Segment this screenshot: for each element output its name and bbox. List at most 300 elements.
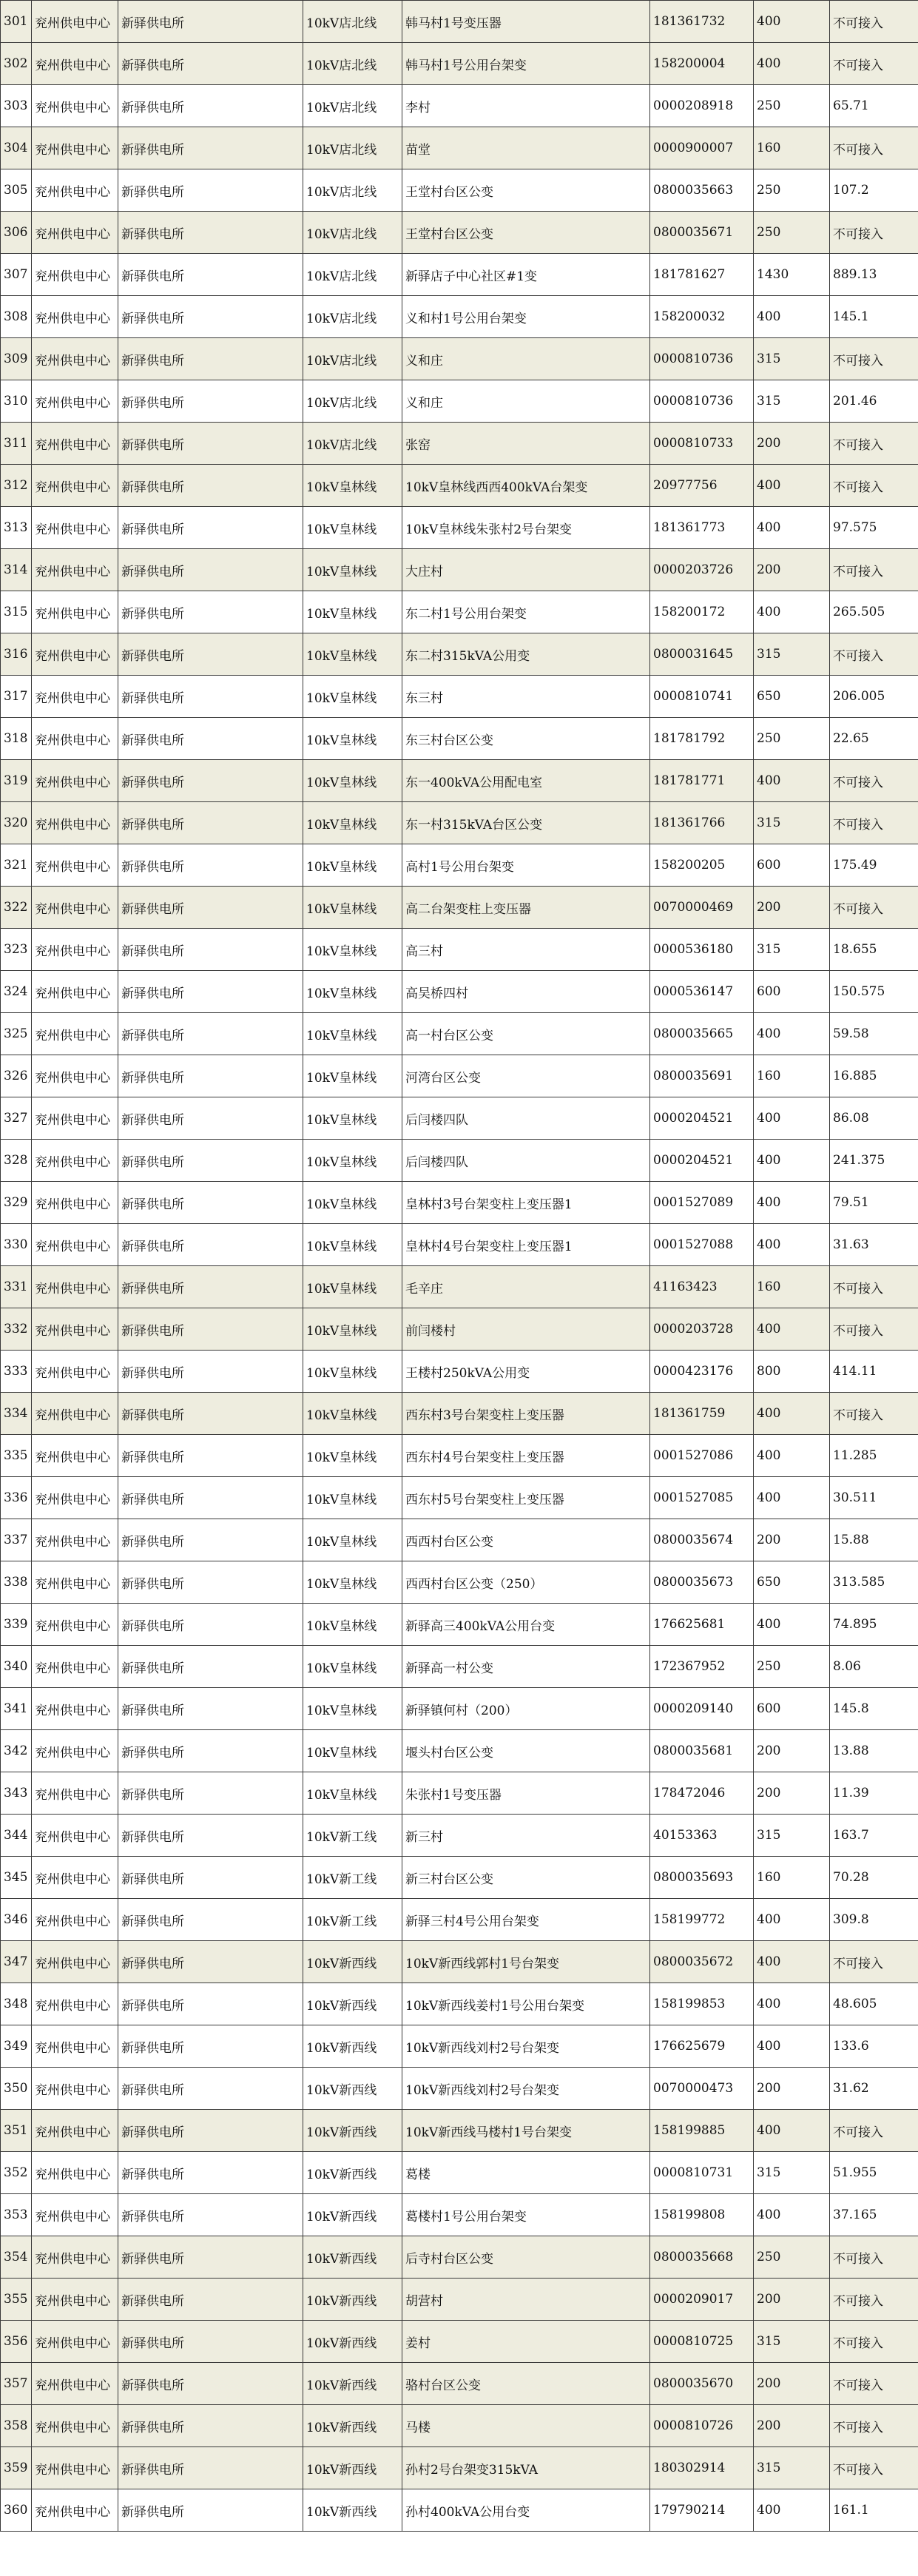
feeder-line-cell: 10kV新西线 bbox=[303, 2068, 402, 2110]
capacity-cell: 200 bbox=[754, 1772, 830, 1815]
feeder-line-cell: 10kV店北线 bbox=[303, 127, 402, 169]
transformer-name-cell: 河湾台区公变 bbox=[402, 1055, 650, 1097]
transformer-name-cell: 高一村台区公变 bbox=[402, 1013, 650, 1055]
row-number-cell: 309 bbox=[1, 338, 32, 380]
capacity-cell: 400 bbox=[754, 1308, 830, 1351]
supply-station-cell: 新驿供电所 bbox=[118, 1435, 303, 1477]
supply-center-cell: 兖州供电中心 bbox=[32, 760, 118, 802]
transformer-name-cell: 西西村台区公变（250） bbox=[402, 1561, 650, 1604]
row-number-cell: 358 bbox=[1, 2405, 32, 2447]
table-row bbox=[1, 1519, 918, 1561]
table-row bbox=[1, 465, 918, 507]
transformer-name-cell: 高吴桥四村 bbox=[402, 971, 650, 1013]
equipment-code-cell: 0800031645 bbox=[650, 633, 754, 676]
equipment-code-cell: 0800035673 bbox=[650, 1561, 754, 1604]
supply-center-cell: 兖州供电中心 bbox=[32, 423, 118, 465]
supply-center-cell: 兖州供电中心 bbox=[32, 1477, 118, 1519]
transformer-name-cell: 高二台架变柱上变压器 bbox=[402, 887, 650, 929]
capacity-cell: 315 bbox=[754, 929, 830, 971]
feeder-line-cell: 10kV皇林线 bbox=[303, 465, 402, 507]
table-body bbox=[1, 1, 918, 2532]
feeder-line-cell: 10kV皇林线 bbox=[303, 1140, 402, 1182]
table-row bbox=[1, 212, 918, 254]
row-number-cell: 330 bbox=[1, 1224, 32, 1266]
equipment-code-cell: 181361773 bbox=[650, 507, 754, 549]
table-row bbox=[1, 971, 918, 1013]
available-capacity-cell: 161.1 bbox=[830, 2489, 918, 2532]
feeder-line-cell: 10kV新西线 bbox=[303, 2489, 402, 2532]
table-row bbox=[1, 1899, 918, 1941]
row-number-cell: 332 bbox=[1, 1308, 32, 1351]
feeder-line-cell: 10kV店北线 bbox=[303, 43, 402, 85]
capacity-cell: 250 bbox=[754, 212, 830, 254]
supply-center-cell: 兖州供电中心 bbox=[32, 2194, 118, 2236]
row-number-cell: 351 bbox=[1, 2110, 32, 2152]
supply-center-cell: 兖州供电中心 bbox=[32, 2279, 118, 2321]
equipment-code-cell: 40153363 bbox=[650, 1815, 754, 1857]
feeder-line-cell: 10kV店北线 bbox=[303, 380, 402, 423]
equipment-code-cell: 0800035665 bbox=[650, 1013, 754, 1055]
feeder-line-cell: 10kV新西线 bbox=[303, 2110, 402, 2152]
available-capacity-cell: 不可接入 bbox=[830, 2363, 918, 2405]
row-number-cell: 325 bbox=[1, 1013, 32, 1055]
equipment-code-cell: 172367952 bbox=[650, 1646, 754, 1688]
capacity-cell: 400 bbox=[754, 1013, 830, 1055]
equipment-code-cell: 181781771 bbox=[650, 760, 754, 802]
available-capacity-cell: 不可接入 bbox=[830, 1393, 918, 1435]
supply-center-cell: 兖州供电中心 bbox=[32, 2363, 118, 2405]
available-capacity-cell: 不可接入 bbox=[830, 1, 918, 43]
transformer-name-cell: 韩马村1号变压器 bbox=[402, 1, 650, 43]
available-capacity-cell: 70.28 bbox=[830, 1857, 918, 1899]
transformer-name-cell: 孙村2号台架变315kVA bbox=[402, 2447, 650, 2489]
transformer-name-cell: 义和庄 bbox=[402, 338, 650, 380]
feeder-line-cell: 10kV店北线 bbox=[303, 212, 402, 254]
table-row bbox=[1, 844, 918, 887]
supply-station-cell: 新驿供电所 bbox=[118, 929, 303, 971]
equipment-code-cell: 181781792 bbox=[650, 718, 754, 760]
supply-station-cell: 新驿供电所 bbox=[118, 465, 303, 507]
transformer-name-cell: 韩马村1号公用台架变 bbox=[402, 43, 650, 85]
equipment-code-cell: 158199808 bbox=[650, 2194, 754, 2236]
capacity-cell: 200 bbox=[754, 1730, 830, 1772]
supply-center-cell: 兖州供电中心 bbox=[32, 1688, 118, 1730]
feeder-line-cell: 10kV新工线 bbox=[303, 1815, 402, 1857]
feeder-line-cell: 10kV皇林线 bbox=[303, 1519, 402, 1561]
equipment-code-cell: 181361759 bbox=[650, 1393, 754, 1435]
supply-center-cell: 兖州供电中心 bbox=[32, 633, 118, 676]
row-number-cell: 327 bbox=[1, 1097, 32, 1140]
available-capacity-cell: 不可接入 bbox=[830, 465, 918, 507]
available-capacity-cell: 30.511 bbox=[830, 1477, 918, 1519]
supply-center-cell: 兖州供电中心 bbox=[32, 1899, 118, 1941]
supply-center-cell: 兖州供电中心 bbox=[32, 971, 118, 1013]
capacity-cell: 400 bbox=[754, 1899, 830, 1941]
supply-station-cell: 新驿供电所 bbox=[118, 2447, 303, 2489]
available-capacity-cell: 不可接入 bbox=[830, 1308, 918, 1351]
equipment-code-cell: 176625679 bbox=[650, 2025, 754, 2068]
equipment-code-cell: 0000536147 bbox=[650, 971, 754, 1013]
equipment-code-cell: 0000810726 bbox=[650, 2405, 754, 2447]
equipment-code-cell: 0000209140 bbox=[650, 1688, 754, 1730]
feeder-line-cell: 10kV皇林线 bbox=[303, 507, 402, 549]
supply-center-cell: 兖州供电中心 bbox=[32, 127, 118, 169]
equipment-code-cell: 180302914 bbox=[650, 2447, 754, 2489]
row-number-cell: 302 bbox=[1, 43, 32, 85]
feeder-line-cell: 10kV新西线 bbox=[303, 2447, 402, 2489]
feeder-line-cell: 10kV新西线 bbox=[303, 1983, 402, 2025]
capacity-cell: 400 bbox=[754, 1435, 830, 1477]
supply-station-cell: 新驿供电所 bbox=[118, 2405, 303, 2447]
capacity-cell: 250 bbox=[754, 2236, 830, 2279]
table-row bbox=[1, 1140, 918, 1182]
equipment-code-cell: 0000203728 bbox=[650, 1308, 754, 1351]
available-capacity-cell: 48.605 bbox=[830, 1983, 918, 2025]
equipment-code-cell: 20977756 bbox=[650, 465, 754, 507]
table-row bbox=[1, 1224, 918, 1266]
equipment-code-cell: 0070000473 bbox=[650, 2068, 754, 2110]
table-row bbox=[1, 2279, 918, 2321]
capacity-cell: 600 bbox=[754, 844, 830, 887]
supply-station-cell: 新驿供电所 bbox=[118, 2068, 303, 2110]
supply-station-cell: 新驿供电所 bbox=[118, 169, 303, 212]
row-number-cell: 344 bbox=[1, 1815, 32, 1857]
table-row bbox=[1, 1857, 918, 1899]
row-number-cell: 318 bbox=[1, 718, 32, 760]
transformer-name-cell: 东二村1号公用台架变 bbox=[402, 591, 650, 633]
feeder-line-cell: 10kV新西线 bbox=[303, 2236, 402, 2279]
supply-center-cell: 兖州供电中心 bbox=[32, 1435, 118, 1477]
table-row bbox=[1, 2236, 918, 2279]
table-row bbox=[1, 127, 918, 169]
supply-station-cell: 新驿供电所 bbox=[118, 1308, 303, 1351]
feeder-line-cell: 10kV皇林线 bbox=[303, 1604, 402, 1646]
available-capacity-cell: 74.895 bbox=[830, 1604, 918, 1646]
supply-center-cell: 兖州供电中心 bbox=[32, 887, 118, 929]
feeder-line-cell: 10kV皇林线 bbox=[303, 1435, 402, 1477]
supply-station-cell: 新驿供电所 bbox=[118, 1730, 303, 1772]
supply-station-cell: 新驿供电所 bbox=[118, 1983, 303, 2025]
table-row bbox=[1, 718, 918, 760]
supply-station-cell: 新驿供电所 bbox=[118, 802, 303, 844]
available-capacity-cell: 22.65 bbox=[830, 718, 918, 760]
capacity-cell: 400 bbox=[754, 2025, 830, 2068]
table-row bbox=[1, 1182, 918, 1224]
equipment-code-cell: 0800035668 bbox=[650, 2236, 754, 2279]
transformer-name-cell: 后寺村台区公变 bbox=[402, 2236, 650, 2279]
supply-center-cell: 兖州供电中心 bbox=[32, 169, 118, 212]
supply-station-cell: 新驿供电所 bbox=[118, 1941, 303, 1983]
supply-center-cell: 兖州供电中心 bbox=[32, 549, 118, 591]
supply-center-cell: 兖州供电中心 bbox=[32, 718, 118, 760]
transformer-name-cell: 西东村3号台架变柱上变压器 bbox=[402, 1393, 650, 1435]
supply-station-cell: 新驿供电所 bbox=[118, 254, 303, 296]
capacity-cell: 1430 bbox=[754, 254, 830, 296]
transformer-name-cell: 王堂村台区公变 bbox=[402, 169, 650, 212]
available-capacity-cell: 65.71 bbox=[830, 85, 918, 127]
available-capacity-cell: 145.8 bbox=[830, 1688, 918, 1730]
supply-station-cell: 新驿供电所 bbox=[118, 127, 303, 169]
equipment-code-cell: 0000204521 bbox=[650, 1097, 754, 1140]
equipment-code-cell: 178472046 bbox=[650, 1772, 754, 1815]
equipment-code-cell: 158199885 bbox=[650, 2110, 754, 2152]
available-capacity-cell: 206.005 bbox=[830, 676, 918, 718]
equipment-code-cell: 181781627 bbox=[650, 254, 754, 296]
available-capacity-cell: 不可接入 bbox=[830, 2279, 918, 2321]
available-capacity-cell: 不可接入 bbox=[830, 549, 918, 591]
row-number-cell: 316 bbox=[1, 633, 32, 676]
table-row bbox=[1, 423, 918, 465]
transformer-name-cell: 孙村400kVA公用台变 bbox=[402, 2489, 650, 2532]
available-capacity-cell: 86.08 bbox=[830, 1097, 918, 1140]
supply-center-cell: 兖州供电中心 bbox=[32, 1224, 118, 1266]
supply-center-cell: 兖州供电中心 bbox=[32, 1266, 118, 1308]
table-row bbox=[1, 1941, 918, 1983]
equipment-code-cell: 0800035670 bbox=[650, 2363, 754, 2405]
transformer-name-cell: 葛楼 bbox=[402, 2152, 650, 2194]
supply-station-cell: 新驿供电所 bbox=[118, 212, 303, 254]
available-capacity-cell: 175.49 bbox=[830, 844, 918, 887]
supply-station-cell: 新驿供电所 bbox=[118, 1055, 303, 1097]
supply-station-cell: 新驿供电所 bbox=[118, 1688, 303, 1730]
supply-station-cell: 新驿供电所 bbox=[118, 2025, 303, 2068]
equipment-code-cell: 176625681 bbox=[650, 1604, 754, 1646]
feeder-line-cell: 10kV皇林线 bbox=[303, 1561, 402, 1604]
supply-station-cell: 新驿供电所 bbox=[118, 2194, 303, 2236]
transformer-name-cell: 骆村台区公变 bbox=[402, 2363, 650, 2405]
supply-station-cell: 新驿供电所 bbox=[118, 2321, 303, 2363]
available-capacity-cell: 15.88 bbox=[830, 1519, 918, 1561]
capacity-cell: 200 bbox=[754, 423, 830, 465]
available-capacity-cell: 不可接入 bbox=[830, 127, 918, 169]
table-row bbox=[1, 2068, 918, 2110]
transformer-name-cell: 朱张村1号变压器 bbox=[402, 1772, 650, 1815]
equipment-code-cell: 0000203726 bbox=[650, 549, 754, 591]
available-capacity-cell: 不可接入 bbox=[830, 2110, 918, 2152]
capacity-cell: 800 bbox=[754, 1351, 830, 1393]
equipment-code-cell: 0001527088 bbox=[650, 1224, 754, 1266]
row-number-cell: 346 bbox=[1, 1899, 32, 1941]
feeder-line-cell: 10kV皇林线 bbox=[303, 802, 402, 844]
feeder-line-cell: 10kV新工线 bbox=[303, 1857, 402, 1899]
supply-station-cell: 新驿供电所 bbox=[118, 1857, 303, 1899]
transformer-name-cell: 高村1号公用台架变 bbox=[402, 844, 650, 887]
table-row bbox=[1, 1351, 918, 1393]
capacity-cell: 400 bbox=[754, 2194, 830, 2236]
supply-station-cell: 新驿供电所 bbox=[118, 2110, 303, 2152]
feeder-line-cell: 10kV皇林线 bbox=[303, 1266, 402, 1308]
table-row bbox=[1, 507, 918, 549]
row-number-cell: 360 bbox=[1, 2489, 32, 2532]
table-row bbox=[1, 1604, 918, 1646]
equipment-code-cell: 0000900007 bbox=[650, 127, 754, 169]
supply-center-cell: 兖州供电中心 bbox=[32, 85, 118, 127]
transformer-name-cell: 新驿高三400kVA公用台变 bbox=[402, 1604, 650, 1646]
table-row bbox=[1, 2110, 918, 2152]
row-number-cell: 350 bbox=[1, 2068, 32, 2110]
equipment-code-cell: 0000810736 bbox=[650, 380, 754, 423]
feeder-line-cell: 10kV皇林线 bbox=[303, 1393, 402, 1435]
transformer-name-cell: 堰头村台区公变 bbox=[402, 1730, 650, 1772]
equipment-code-cell: 0070000469 bbox=[650, 887, 754, 929]
row-number-cell: 315 bbox=[1, 591, 32, 633]
capacity-cell: 400 bbox=[754, 1604, 830, 1646]
table-row bbox=[1, 1055, 918, 1097]
equipment-code-cell: 158199853 bbox=[650, 1983, 754, 2025]
transformer-name-cell: 东三村 bbox=[402, 676, 650, 718]
feeder-line-cell: 10kV皇林线 bbox=[303, 1182, 402, 1224]
feeder-line-cell: 10kV皇林线 bbox=[303, 676, 402, 718]
available-capacity-cell: 11.39 bbox=[830, 1772, 918, 1815]
supply-center-cell: 兖州供电中心 bbox=[32, 2405, 118, 2447]
feeder-line-cell: 10kV皇林线 bbox=[303, 929, 402, 971]
row-number-cell: 304 bbox=[1, 127, 32, 169]
capacity-cell: 200 bbox=[754, 1519, 830, 1561]
feeder-line-cell: 10kV皇林线 bbox=[303, 971, 402, 1013]
row-number-cell: 303 bbox=[1, 85, 32, 127]
row-number-cell: 326 bbox=[1, 1055, 32, 1097]
supply-center-cell: 兖州供电中心 bbox=[32, 2068, 118, 2110]
feeder-line-cell: 10kV皇林线 bbox=[303, 760, 402, 802]
supply-station-cell: 新驿供电所 bbox=[118, 43, 303, 85]
capacity-cell: 400 bbox=[754, 1941, 830, 1983]
supply-station-cell: 新驿供电所 bbox=[118, 1561, 303, 1604]
row-number-cell: 347 bbox=[1, 1941, 32, 1983]
capacity-cell: 250 bbox=[754, 718, 830, 760]
supply-center-cell: 兖州供电中心 bbox=[32, 2152, 118, 2194]
equipment-code-cell: 0000208918 bbox=[650, 85, 754, 127]
equipment-code-cell: 158200004 bbox=[650, 43, 754, 85]
available-capacity-cell: 31.63 bbox=[830, 1224, 918, 1266]
available-capacity-cell: 145.1 bbox=[830, 296, 918, 338]
transformer-name-cell: 李村 bbox=[402, 85, 650, 127]
supply-station-cell: 新驿供电所 bbox=[118, 296, 303, 338]
feeder-line-cell: 10kV店北线 bbox=[303, 169, 402, 212]
equipment-code-cell: 41163423 bbox=[650, 1266, 754, 1308]
feeder-line-cell: 10kV店北线 bbox=[303, 1, 402, 43]
supply-center-cell: 兖州供电中心 bbox=[32, 1772, 118, 1815]
supply-center-cell: 兖州供电中心 bbox=[32, 1, 118, 43]
available-capacity-cell: 不可接入 bbox=[830, 2405, 918, 2447]
capacity-cell: 600 bbox=[754, 971, 830, 1013]
feeder-line-cell: 10kV新西线 bbox=[303, 1941, 402, 1983]
table-row bbox=[1, 1561, 918, 1604]
supply-station-cell: 新驿供电所 bbox=[118, 2279, 303, 2321]
row-number-cell: 355 bbox=[1, 2279, 32, 2321]
transformer-name-cell: 葛楼村1号公用台架变 bbox=[402, 2194, 650, 2236]
equipment-code-cell: 0001527089 bbox=[650, 1182, 754, 1224]
capacity-cell: 200 bbox=[754, 2279, 830, 2321]
capacity-cell: 160 bbox=[754, 1055, 830, 1097]
capacity-cell: 400 bbox=[754, 1, 830, 43]
supply-center-cell: 兖州供电中心 bbox=[32, 1140, 118, 1182]
row-number-cell: 328 bbox=[1, 1140, 32, 1182]
available-capacity-cell: 不可接入 bbox=[830, 2236, 918, 2279]
row-number-cell: 322 bbox=[1, 887, 32, 929]
table-row bbox=[1, 887, 918, 929]
supply-station-cell: 新驿供电所 bbox=[118, 2489, 303, 2532]
capacity-cell: 400 bbox=[754, 1224, 830, 1266]
available-capacity-cell: 8.06 bbox=[830, 1646, 918, 1688]
supply-center-cell: 兖州供电中心 bbox=[32, 676, 118, 718]
supply-center-cell: 兖州供电中心 bbox=[32, 2321, 118, 2363]
supply-station-cell: 新驿供电所 bbox=[118, 1815, 303, 1857]
table-row bbox=[1, 1435, 918, 1477]
supply-center-cell: 兖州供电中心 bbox=[32, 212, 118, 254]
supply-station-cell: 新驿供电所 bbox=[118, 1140, 303, 1182]
table-row bbox=[1, 1308, 918, 1351]
transformer-name-cell: 东二村315kVA公用变 bbox=[402, 633, 650, 676]
capacity-cell: 400 bbox=[754, 2110, 830, 2152]
supply-center-cell: 兖州供电中心 bbox=[32, 929, 118, 971]
equipment-code-cell: 0800035691 bbox=[650, 1055, 754, 1097]
transformer-name-cell: 皇林村4号台架变柱上变压器1 bbox=[402, 1224, 650, 1266]
supply-center-cell: 兖州供电中心 bbox=[32, 1308, 118, 1351]
capacity-cell: 200 bbox=[754, 2363, 830, 2405]
capacity-cell: 315 bbox=[754, 633, 830, 676]
row-number-cell: 307 bbox=[1, 254, 32, 296]
row-number-cell: 339 bbox=[1, 1604, 32, 1646]
supply-center-cell: 兖州供电中心 bbox=[32, 465, 118, 507]
transformer-name-cell: 前闫楼村 bbox=[402, 1308, 650, 1351]
table-row bbox=[1, 2363, 918, 2405]
feeder-line-cell: 10kV新西线 bbox=[303, 2025, 402, 2068]
row-number-cell: 331 bbox=[1, 1266, 32, 1308]
row-number-cell: 345 bbox=[1, 1857, 32, 1899]
table-row bbox=[1, 2489, 918, 2532]
row-number-cell: 353 bbox=[1, 2194, 32, 2236]
feeder-line-cell: 10kV新西线 bbox=[303, 2363, 402, 2405]
equipment-code-cell: 0800035674 bbox=[650, 1519, 754, 1561]
supply-center-cell: 兖州供电中心 bbox=[32, 844, 118, 887]
capacity-cell: 400 bbox=[754, 760, 830, 802]
supply-station-cell: 新驿供电所 bbox=[118, 1393, 303, 1435]
feeder-line-cell: 10kV新西线 bbox=[303, 2152, 402, 2194]
capacity-cell: 250 bbox=[754, 85, 830, 127]
table-row bbox=[1, 676, 918, 718]
feeder-line-cell: 10kV新西线 bbox=[303, 2194, 402, 2236]
capacity-cell: 400 bbox=[754, 1477, 830, 1519]
row-number-cell: 341 bbox=[1, 1688, 32, 1730]
table-row bbox=[1, 2321, 918, 2363]
supply-station-cell: 新驿供电所 bbox=[118, 676, 303, 718]
feeder-line-cell: 10kV店北线 bbox=[303, 338, 402, 380]
supply-center-cell: 兖州供电中心 bbox=[32, 380, 118, 423]
feeder-line-cell: 10kV皇林线 bbox=[303, 1646, 402, 1688]
table-row bbox=[1, 1477, 918, 1519]
supply-station-cell: 新驿供电所 bbox=[118, 1013, 303, 1055]
table-row bbox=[1, 633, 918, 676]
table-row bbox=[1, 85, 918, 127]
supply-station-cell: 新驿供电所 bbox=[118, 591, 303, 633]
available-capacity-cell: 133.6 bbox=[830, 2025, 918, 2068]
transformer-name-cell: 新驿三村4号公用台架变 bbox=[402, 1899, 650, 1941]
transformer-name-cell: 苗堂 bbox=[402, 127, 650, 169]
table-row bbox=[1, 254, 918, 296]
equipment-code-cell: 0001527086 bbox=[650, 1435, 754, 1477]
table-row bbox=[1, 1730, 918, 1772]
capacity-cell: 315 bbox=[754, 2152, 830, 2194]
transformer-name-cell: 西东村5号台架变柱上变压器 bbox=[402, 1477, 650, 1519]
transformer-name-cell: 王堂村台区公变 bbox=[402, 212, 650, 254]
supply-center-cell: 兖州供电中心 bbox=[32, 1561, 118, 1604]
transformer-name-cell: 毛辛庄 bbox=[402, 1266, 650, 1308]
supply-center-cell: 兖州供电中心 bbox=[32, 2110, 118, 2152]
row-number-cell: 334 bbox=[1, 1393, 32, 1435]
capacity-cell: 315 bbox=[754, 338, 830, 380]
supply-center-cell: 兖州供电中心 bbox=[32, 1097, 118, 1140]
supply-station-cell: 新驿供电所 bbox=[118, 2236, 303, 2279]
